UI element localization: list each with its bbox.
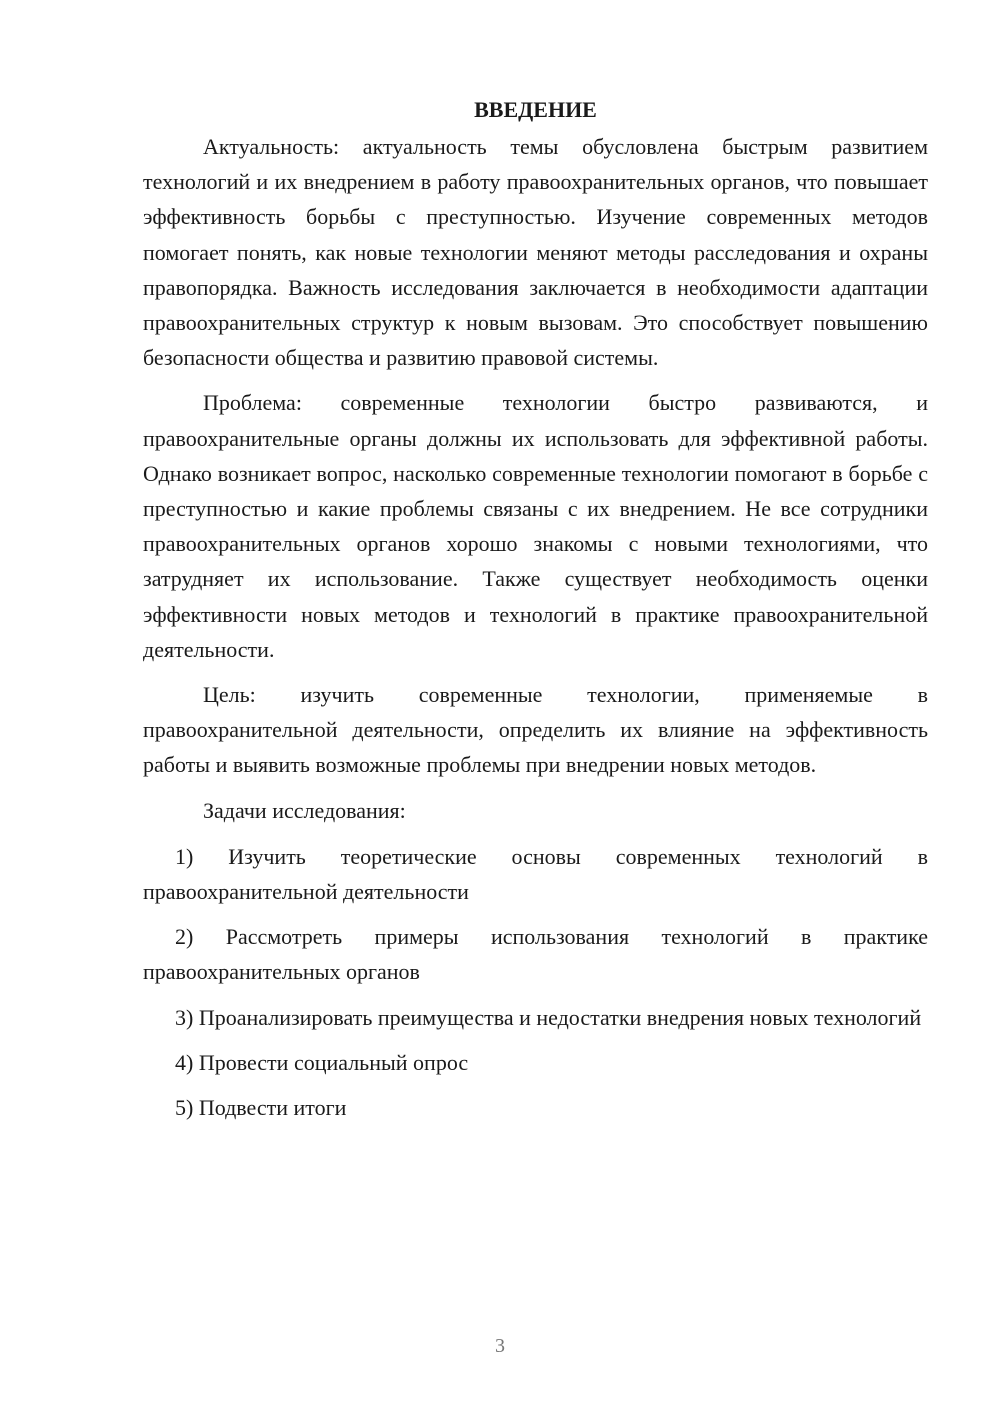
paragraph-relevance: Актуальность: актуальность темы обусловлена быстрым развитием технологий и их внедрением в работу правоохранительных органов, что повышает эффективность борьбы с преступностью. Изучение современных методов помогает понять, как новые технологии меняют методы расследования и охраны правопорядка. Важность исследования заключается в необходимости адаптации правоохранительных структур к новым вызовам. Это способствует повышению безопасности общества и развитию правовой системы.: [143, 134, 928, 371]
section-title: ВВЕДЕНИЕ: [474, 97, 597, 122]
list-item: 2) Рассмотреть примеры использования технологий в практике правоохранительных органов: [143, 924, 928, 985]
list-item: 1) Изучить теоретические основы современных технологий в правоохранительной деятельности: [143, 843, 928, 905]
paragraph-problem: Проблема: современные технологии быстро развиваются, и правоохранительные органы должны их использовать для эффективной работы. Однако возникает вопрос, насколько современные технологии помогают в борьбе с преступностью и какие проблемы связаны с их внедрением. Не все сотрудники правоохранительных органов хорошо знакомы с новыми технологиями, что затрудняет их использование. Также существует необходимость оценки эффективности новых методов и технологий в практике правоохранительной деятельности.: [143, 390, 928, 662]
paragraph-goal: Цель: изучить современные технологии, применяемые в правоохранительной деятельности, определить их влияние на эффективность работы и выявить возможные проблемы при внедрении новых методов.: [143, 682, 928, 778]
tasks-list: [143, 839, 928, 1125]
tasks-heading: Задачи исследования:: [203, 797, 406, 823]
document-page: [143, 95, 928, 1135]
list-item: 5) Подвести итоги: [175, 1095, 347, 1121]
list-item: 3) Проанализировать преимущества и недостатки внедрения новых технологий: [175, 1004, 922, 1030]
page-number: 3: [495, 1335, 505, 1357]
list-item: 4) Провести социальный опрос: [175, 1049, 469, 1075]
